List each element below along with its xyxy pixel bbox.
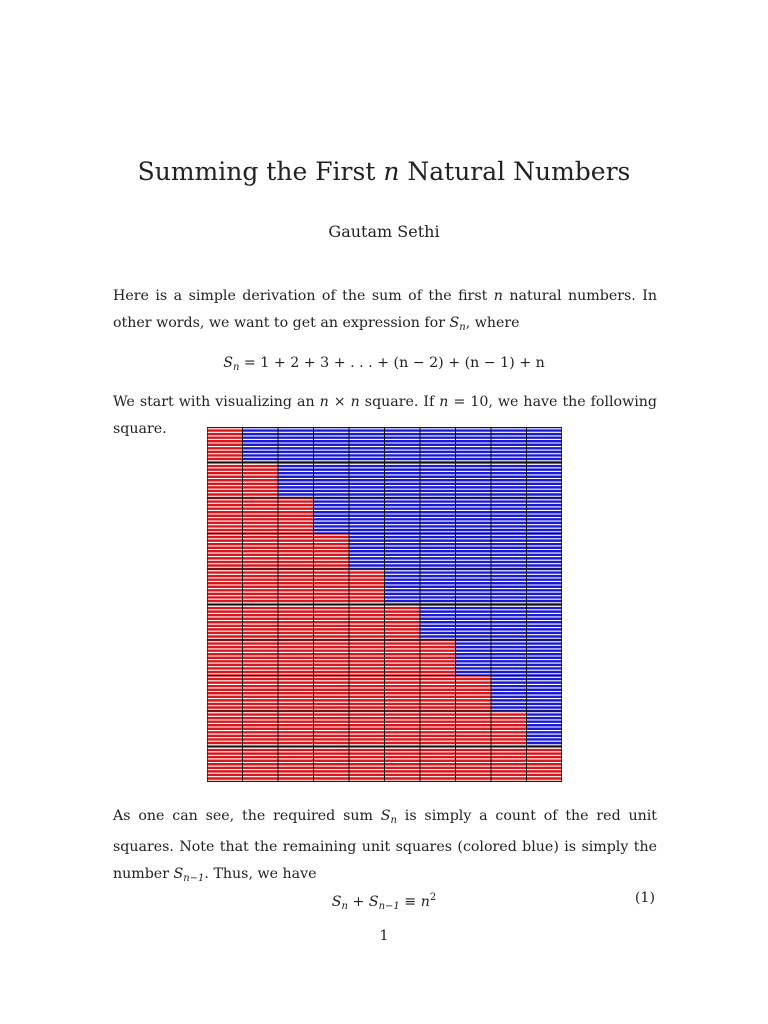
intro-var-n: n [493,288,503,304]
intro-text-1: Here is a simple derivation of the sum of the first [113,288,494,304]
identity-s: S [331,894,342,910]
identity-equiv: ≡ [399,894,421,910]
identity-n: n [420,894,430,910]
conclusion-text-3: . Thus, we have [204,866,317,882]
page-number: 1 [379,928,389,944]
conclusion-text-2: is simply a count of the red unit squares. Note that the remaining unit squares (colored blue) is simply the number [113,808,657,882]
identity-sub-n-minus-1: n−1 [378,901,400,912]
visualize-text-3: = 10, we have the following square. [113,394,657,437]
identity-plus: + [347,894,369,910]
sum-equation [0,353,768,378]
conclusion-text-1: As one can see, the required sum [113,808,381,824]
sum-eq-s: S [223,355,233,371]
identity-superscript: 2 [429,892,437,903]
conclusion-var-s2: S [173,866,184,882]
conclusion-var-s: S [380,808,391,824]
intro-text-2: natural numbers. In other words, we want to get an expression for [113,288,657,331]
identity-s2: S [368,894,379,910]
visualize-nxn: n × n [319,394,360,410]
conclusion-paragraph [113,803,657,892]
intro-paragraph [113,283,657,341]
intro-var-s: S [449,315,460,331]
title-variable: n [383,157,400,186]
sum-eq-rhs: = 1 + 2 + 3 + . . . + (n − 2) + (n − 1) + n [239,355,545,371]
author-name: Gautam Sethi [328,222,440,241]
paper-title [0,156,768,188]
equation-number: (1) [634,890,655,906]
staircase-square-figure [207,427,562,782]
title-prefix: Summing the First [137,157,384,186]
intro-sub-n: n [459,322,466,333]
conclusion-sub-n-minus-1: n−1 [183,873,205,884]
visualize-var-n: n [439,394,449,410]
intro-text-3: , where [465,315,520,331]
title-suffix: Natural Numbers [399,157,631,186]
identity-sub-n: n [341,901,348,912]
sum-eq-sub-n: n [232,362,240,373]
visualize-text-2: square. If [359,394,440,410]
conclusion-sub-n: n [390,815,397,826]
visualize-text-1: We start with visualizing an [113,394,320,410]
